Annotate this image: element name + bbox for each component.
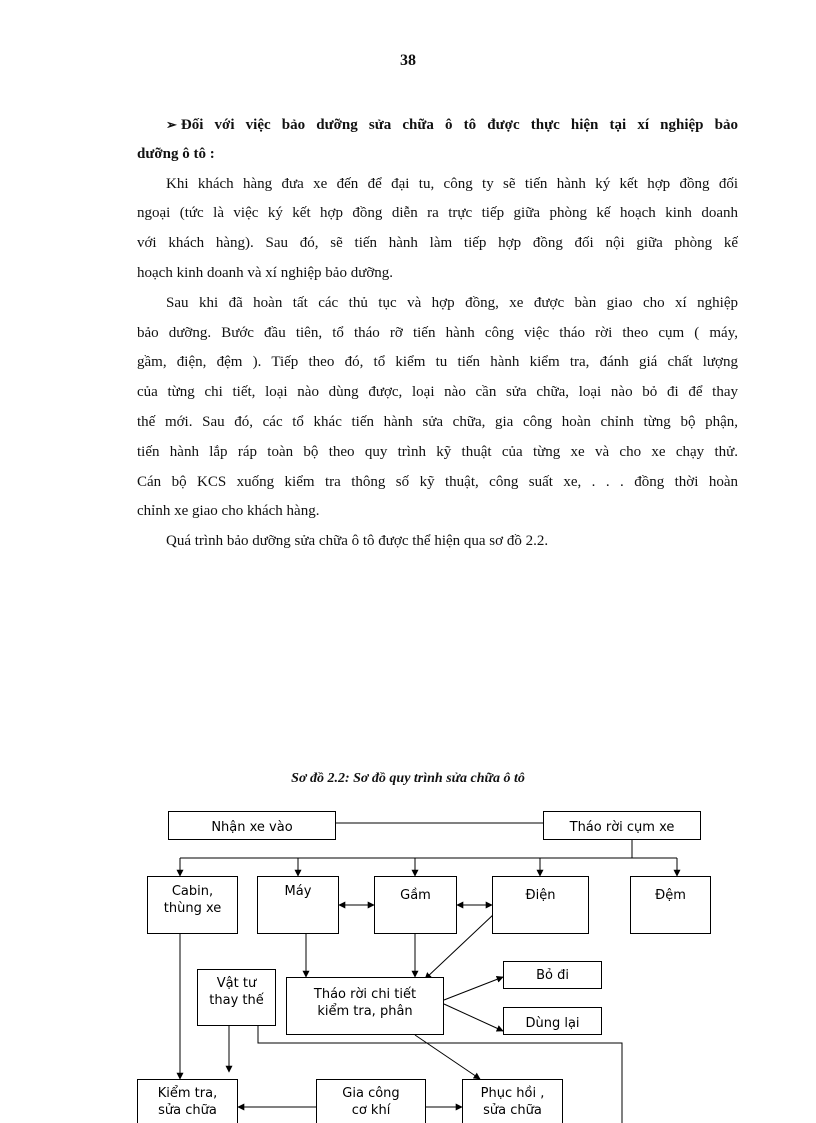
paragraph-2-line-8: chỉnh xe giao cho khách hàng. [137,503,320,520]
paragraph-2-line-2: bảo dưỡng. Bước đầu tiên, tổ tháo rỡ tiến hành công việc tháo rời theo cụm ( máy, [137,324,738,341]
page-number: 38 [400,52,416,69]
node-replacement-materials: Vật tư thay thế [197,969,276,1026]
node-electric: Điện [492,876,589,934]
node-discard: Bỏ đi [503,961,602,989]
node-reuse: Dùng lại [503,1007,602,1035]
paragraph-2-line-6: tiến hành lắp ráp toàn bộ theo quy trình kỹ thuật của từng xe và cho xe chạy thử. [137,443,738,460]
arrow-parts-to-reuse [444,1004,503,1031]
section-heading-line-2: dưỡng ô tô : [137,145,215,162]
node-disassemble-groups: Tháo rời cụm xe [543,811,701,840]
paragraph-1-line-1: Khi khách hàng đưa xe đến để đại tu, công ty sẽ tiến hành ký kết hợp đồng đối [166,175,738,192]
paragraph-1-line-3: với khách hàng). Sau đó, sẽ tiến hành làm tiếp hợp đồng đối nội giữa phòng kế [137,235,738,252]
node-chassis: Gầm [374,876,457,934]
arrow-parts-to-restore [415,1035,480,1079]
paragraph-2-line-5: thế mới. Sau đó, các tổ khác tiến hành sửa chữa, gia công hoàn chỉnh từng bộ phận, [137,413,738,430]
section-heading-line-1: ➢ Đối với việc bảo dưỡng sửa chữa ô tô được thực hiện tại xí nghiệp bảo [166,117,738,133]
bullet-arrow-icon: ➢ [166,117,177,132]
diagram-caption: Sơ đồ 2.2: Sơ đồ quy trình sửa chữa ô tô [291,771,525,786]
node-cushion: Đệm [630,876,711,934]
paragraph-2-line-4: của từng chi tiết, loại nào dùng được, loại nào cần sửa chữa, loại nào bỏ đi để thay [137,384,738,401]
node-receive-vehicle: Nhận xe vào [168,811,336,840]
connector-materials-right [258,1026,622,1123]
arrow-parts-to-discard [444,977,503,1000]
node-engine: Máy [257,876,339,934]
paragraph-2-line-1: Sau khi đã hoàn tất các thủ tục và hợp đồng, xe được bàn giao cho xí nghiệp [166,294,738,311]
node-inspect-repair: Kiểm tra, sửa chữa [137,1079,238,1123]
paragraph-1-line-4: hoạch kinh doanh và xí nghiệp bảo dưỡng. [137,264,394,281]
paragraph-2-line-3: gầm, điện, đệm ). Tiếp theo đó, tổ kiểm tu tiến hành kiểm tra, đánh giá chất lượng [137,354,738,371]
paragraph-2-line-7: Cán bộ KCS xuống kiểm tra thông số kỹ thuật, công suất xe, . . . đồng thời hoàn [137,473,738,490]
node-cabin-body: Cabin, thùng xe [147,876,238,934]
paragraph-1-line-2: ngoại (tức là việc ký kết hợp đồng diễn ra trực tiếp giữa phòng kế hoạch kinh doanh [137,205,738,222]
node-mechanical-machining: Gia công cơ khí [316,1079,426,1123]
paragraph-3-line-1: Quá trình bảo dưỡng sửa chữa ô tô được thể hiện qua sơ đồ 2.2. [166,533,549,550]
node-restore-repair: Phục hồi , sửa chữa [462,1079,563,1123]
node-disassemble-parts: Tháo rời chi tiết kiểm tra, phân [286,977,444,1035]
